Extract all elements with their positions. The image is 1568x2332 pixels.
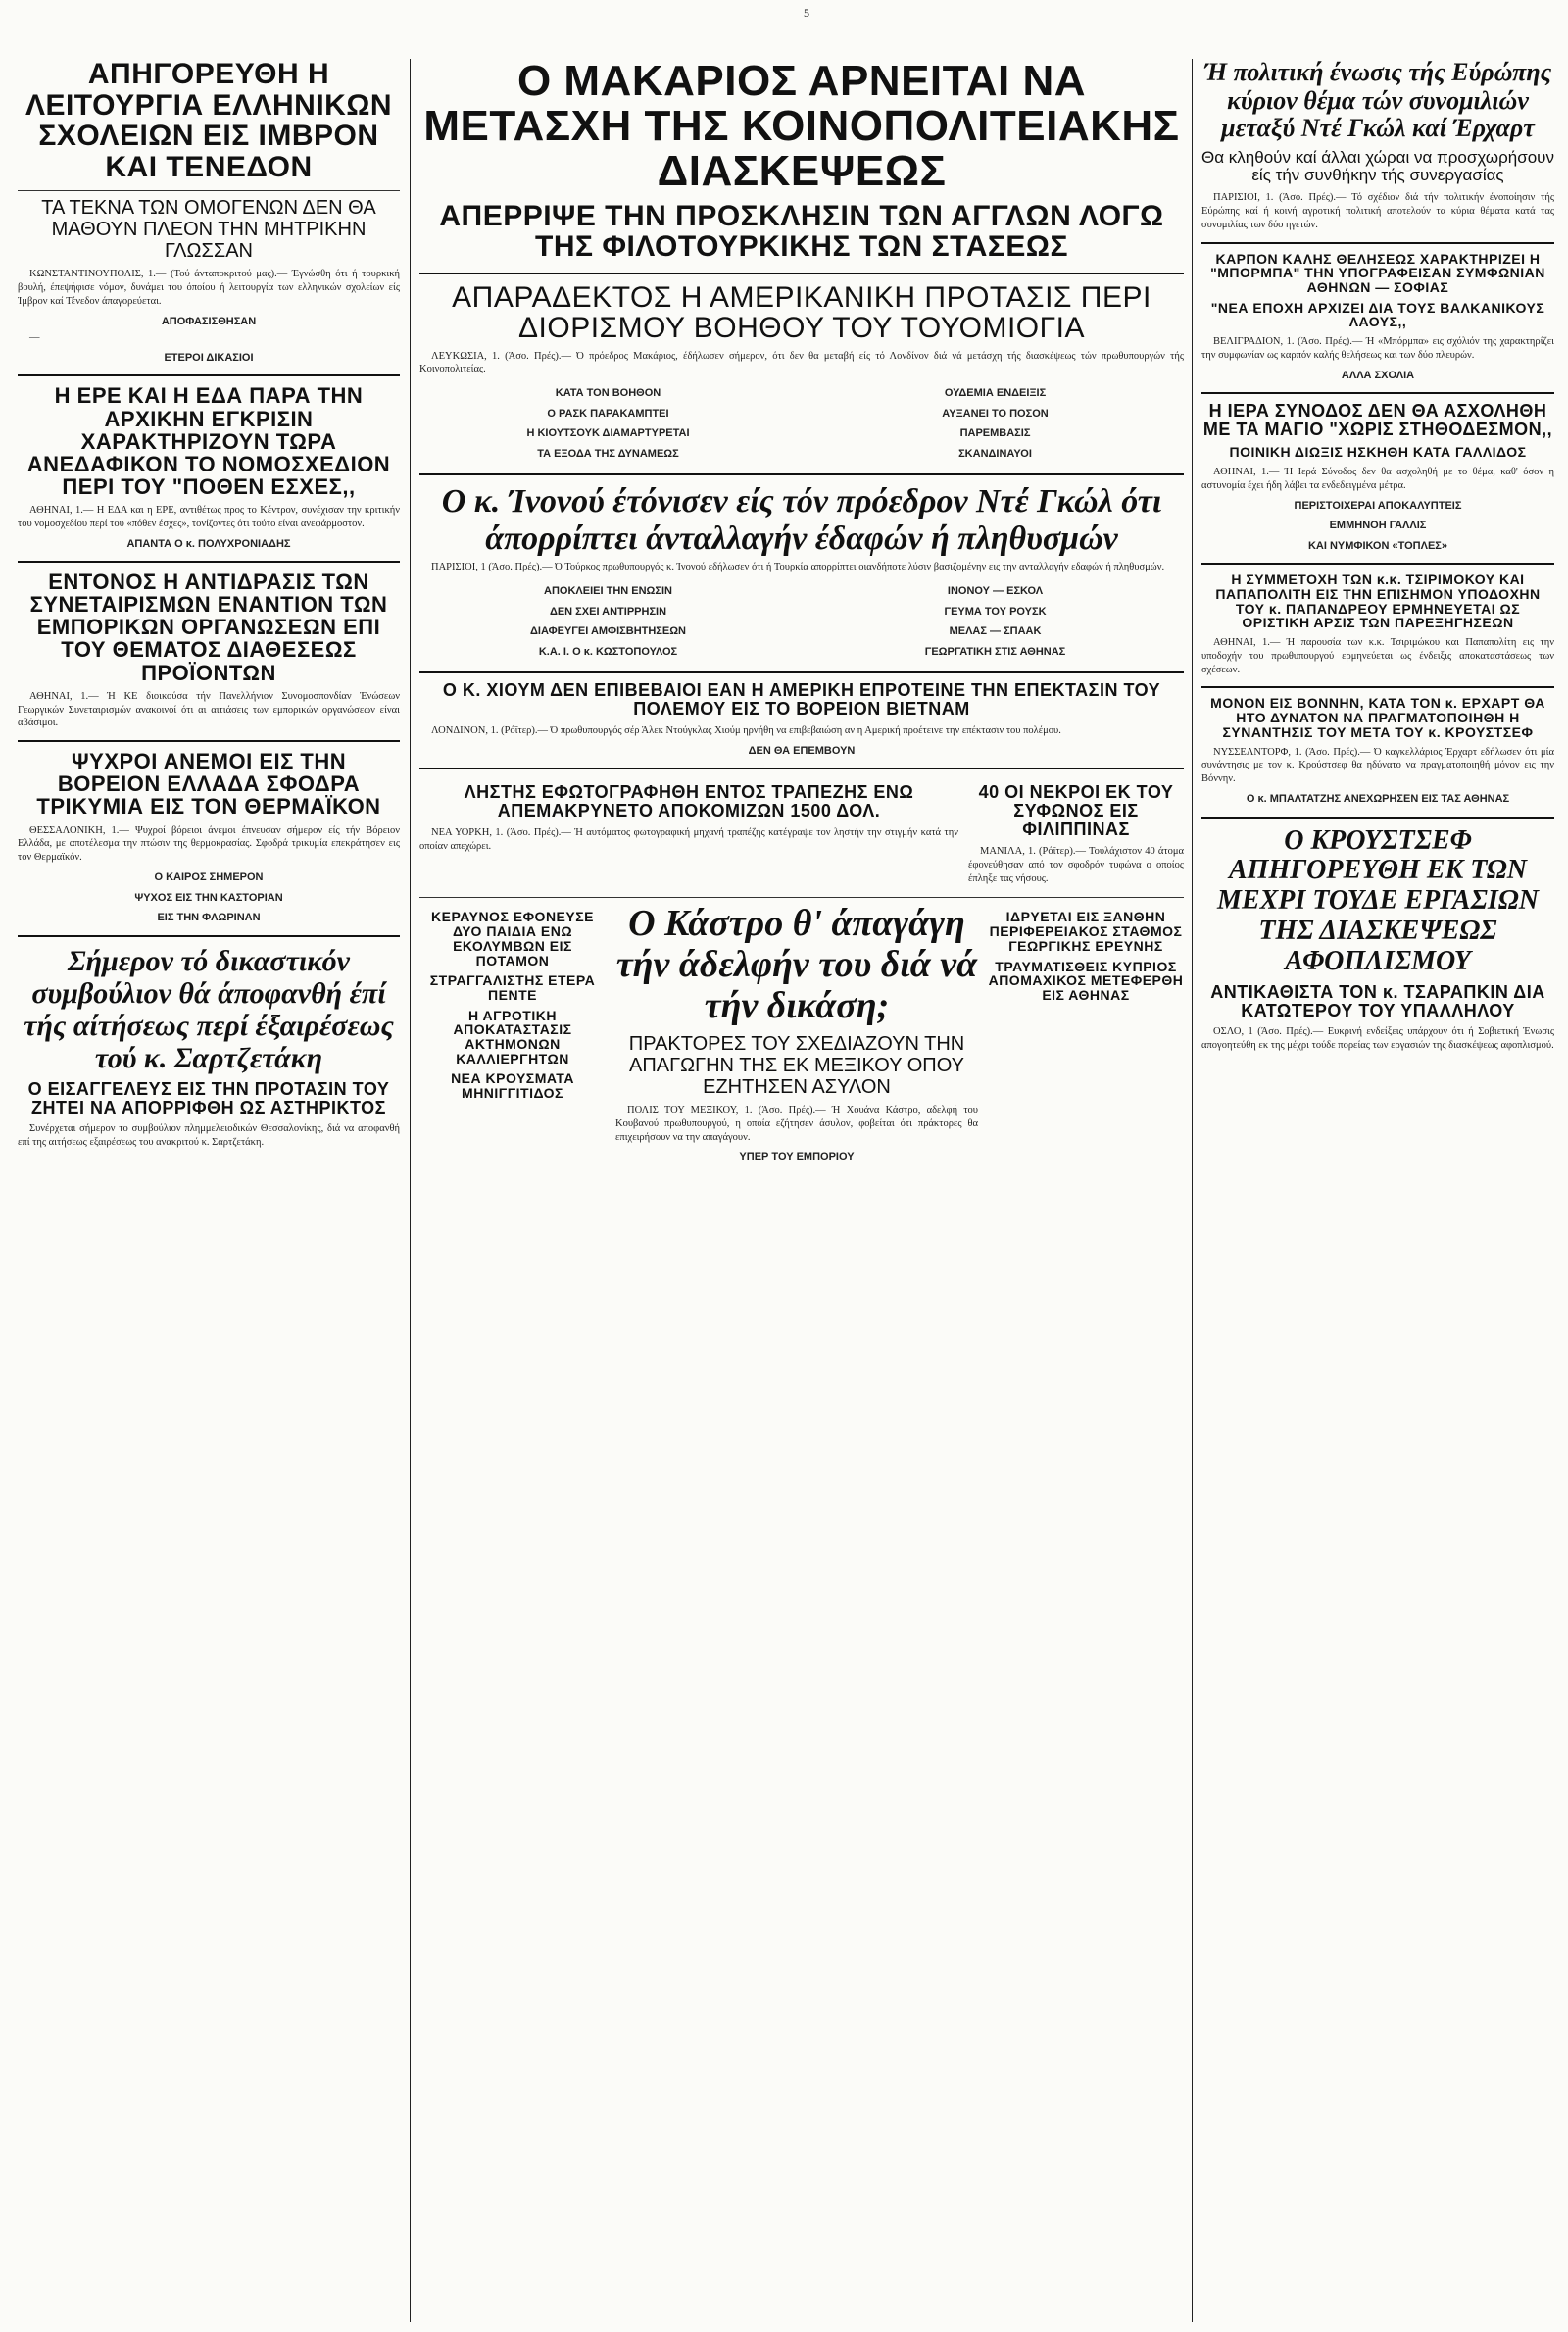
headline-meningitis: ΝΕΑ ΚΡΟΥΣΜΑΤΑ ΜΗΝΙΓΓΙΤΙΔΟΣ (451, 1070, 574, 1102)
article-tsirimokos: ΑΘΗΝΑΙ, 1.— Ή παρουσία των κ.κ. Τσιριμώκου και Παπαπολίτη εις την υποδοχήν του πρωθυπουργού ερμηνεύεται ως ένδειξις αποκαταστάσεως των σχέσεων. (1201, 636, 1554, 675)
headline-agrarian: Η ΑΓΡΟΤΙΚΗ ΑΠΟΚΑΤΑΣΤΑΣΙΣ ΑΚΤΗΜΟΝΩΝ ΚΑΛΛΙΕΡΓΗΤΩΝ (453, 1007, 572, 1067)
headline-american-proposal: ΑΠΑΡΑΔΕΚΤΟΣ Η ΑΜΕΡΙΚΑΝΙΚΗ ΠΡΟΤΑΣΙΣ ΠΕΡΙ ΔΙΟΡΙΣΜΟΥ ΒΟΗΘΟΥ ΤΟΥ ΤΟΥΟΜΙΟΓΙΑ (452, 280, 1152, 345)
headline-lightning: ΚΕΡΑΥΝΟΣ ΕΦΟΝΕΥΣΕ ΔΥΟ ΠΑΙΔΙΑ ΕΝΩ ΕΚΟΛΥΜΒΩΝ ΕΙΣ ΠΟΤΑΜΟΝ (431, 909, 594, 968)
headline-philippines: 40 ΟΙ ΝΕΚΡΟΙ ΕΚ ΤΟΥ ΣΥΦΩΝΟΣ ΕΙΣ ΦΙΛΙΠΠΙΝΑΣ (978, 782, 1174, 839)
article-cooperatives: ΑΘΗΝΑΙ, 1.— Ή ΚΕ διοικούσα τήν Πανελλήνιον Συνομοσπονδίαν Ένώσεων Γεωργικών Συνεταιρισμών ανακοινοί ότι αι αιτιάσεις των εμπορικών οργανώσεων είναι αβάσιμοι. (18, 690, 400, 729)
article-europe-union: ΠΑΡΙΣΙΟΙ, 1. (Άσο. Πρές).— Τό σχέδιον διά τήν πολιτικήν ένοποίησιν τής Εύρώπης καί ή κοινή αγροτική πολιτική αποτελούν τα κύρια θέματα κατά τας συνομιλίας των δύο ηγετών. (1201, 192, 1554, 230)
subhead-sartzetakis: Ο ΕΙΣΑΓΓΕΛΕΥΣ ΕΙΣ ΤΗΝ ΠΡΟΤΑΣΙΝ ΤΟΥ ΖΗΤΕΙ ΝΑ ΑΠΟΡΡΙΦΘΗ ΩΣ ΑΣΤΗΡΙΚΤΟΣ (27, 1078, 390, 1117)
subhead-imbros: ΤΑ ΤΕΚΝΑ ΤΩΝ ΟΜΟΓΕΝΩΝ ΔΕΝ ΘΑ ΜΑΘΟΥΝ ΠΛΕΟΝ ΤΗΝ ΜΗΤΡΙΚΗΝ ΓΛΩΣΣΑΝ (41, 197, 376, 262)
article-american-proposal: ΛΕΥΚΩΣΙΑ, 1. (Άσο. Πρές).— Ό πρόεδρος Μακάριος, έδήλωσεν σήμερον, ότι δεν θα μεταβή είς τό Λονδίνον διά νά μετάσχη τής διασκέψεως τών πρωθυπουργών τής Κοινοπολιτείας. ΚΑΤΑ ΤΟΝ ΒΟΗΘΟΝ Ο ΡΑΣΚ ΠΑΡΑΚΑΜΠΤΕΙ Η ΚΙΟΥΤΣΟΥΚ ΔΙΑΜΑΡΤΥΡΕΤΑΙ ΤΑ ΕΞΟΔΑ ΤΗΣ ΔΥΝΑΜΕΩΣ ΟΥΔΕΜΙΑ ΕΝΔΕΙΞΙΣ ΑΥΞΑΝΕΙ ΤΟ ΠΟΣΟΝ ΠΑΡΕΜΒΑΣΙΣ ΣΚΑΝΔΙΝΑΥΟΙ (419, 350, 1184, 460)
headline-makarios: Ο ΜΑΚΑΡΙΟΣ ΑΡΝΕΙΤΑΙ ΝΑ ΜΕΤΑΣΧΗ ΤΗΣ ΚΟΙΝΟΠΟΛΙΤΕΙΑΚΗΣ ΔΙΑΣΚΕΨΕΩΣ (423, 57, 1180, 196)
subhead-makarios: ΑΠΕΡΡΙΨΕ ΤΗΝ ΠΡΟΣΚΛΗΣΙΝ ΤΩΝ ΑΓΓΛΩΝ ΛΟΓΩ ΤΗΣ ΦΙΛΟΤΟΥΡΚΙΚΗΣ ΤΩΝ ΣΤΑΣΕΩΣ (439, 199, 1164, 264)
headline-strangler: ΣΤΡΑΓΓΑΛΙΣΤΗΣ ΕΤΕΡΑ ΠΕΝΤΕ (429, 972, 596, 1003)
headline-borba: ΚΑΡΠΟΝ ΚΑΛΗΣ ΘΕΛΗΣΕΩΣ ΧΑΡΑΚΤΗΡΙΖΕΙ Η "ΜΠΟΡΜΠΑ" ΤΗΝ ΥΠΟΓΡΑΦΕΙΣΑΝ ΣΥΜΦΩΝΙΑΝ ΑΘΗΝΩΝ — ΣΟΦΙΑΣ (1210, 250, 1545, 296)
article-khrushchev: ΟΣΛΟ, 1 (Άσο. Πρές).— Ευκρινή ενδείξεις υπάρχουν ότι ή Σοβιετική Ένωσις απογοητεύθη εκ της μέχρι τούδε πορείας των εργασιών της διασκέψεως αφοπλισμού. (1201, 1026, 1554, 1052)
page-mark: 5 (804, 6, 809, 20)
headline-europe-union: Ή πολιτική ένωσις τής Εύρώπης κύριον θέμα τών συνομιλιών μεταξύ Ντέ Γκώλ καί Έρχαρτ (1203, 58, 1552, 143)
subhead-europe-union: Θα κληθούν καί άλλαι χώραι να προσχωρήσουν είς τήν συνθήκην τής συνεργασίας (1201, 147, 1554, 185)
headline-cold-winds: ΨΥΧΡΟΙ ΑΝΕΜΟΙ ΕΙΣ ΤΗΝ ΒΟΡΕΙΟΝ ΕΛΛΑΔΑ ΣΦΟΔΡΑ ΤΡΙΚΥΜΙΑ ΕΙΣ ΤΟΝ ΘΕΡΜΑΪΚΟΝ (36, 749, 381, 819)
article-bank-robber: ΝΕΑ ΥΟΡΚΗ, 1. (Άσο. Πρές).— Ή αυτόματος φωτογραφική μηχανή τραπέζης κατέγραψε τον ληστήν την στιγμήν κατά την οποίαν απεχώρει. (419, 826, 958, 852)
article-imbros: ΚΩΝΣΤΑΝΤΙΝΟΥΠΟΛΙΣ, 1.— (Τού άνταποκριτού μας).— Έγνώσθη ότι ή τουρκική βουλή, έπεψήφισε νόμον, δυνάμει του όποίου ή λειτουργία των ελληνικών σχολείων είς Ίμβρον καί Τένεδον άπαγορεύεται. ΑΠΟΦΑΣΙΣΘΗΣΑΝ — ΕΤΕΡΟΙ ΔΙΚΑΣΙΟΙ (18, 269, 400, 364)
headline-cypriot-wounded: ΤΡΑΥΜΑΤΙΣΘΕΙΣ ΚΥΠΡΙΟΣ ΑΠΟΜΑΧΙΚΟΣ ΜΕΤΕΦΕΡΘΗ ΕΙΣ ΑΘΗΝΑΣ (988, 958, 1184, 1003)
headline-castro-sister: Ο Κάστρο θ' άπαγάγη τήν άδελφήν του διά νά τήν δικάση; (615, 903, 978, 1027)
article-borba: ΒΕΛΙΓΡΑΔΙΟΝ, 1. (Άσο. Πρές).— Ή «Μπόρμπα» εις σχόλιόν της χαρακτηρίζει την συμφωνίαν ως καρπόν καλής θελήσεως και των δύο πλευρών. ΑΛΛΑ ΣΧΟΛΙΑ (1201, 336, 1554, 381)
headline-erhard-bonn: ΜΟΝΟΝ ΕΙΣ ΒΟΝΝΗΝ, ΚΑΤΑ ΤΟΝ κ. ΕΡΧΑΡΤ ΘΑ ΗΤΟ ΔΥΝΑΤΟΝ ΝΑ ΠΡΑΓΜΑΤΟΠΟΙΗΘΗ Η ΣΥΝΑΝΤΗΣΙΣ ΤΟΥ ΜΕΤΑ ΤΟΥ κ. ΚΡΟΥΣΤΣΕΦ (1210, 695, 1545, 740)
article-hume: ΛΟΝΔΙΝΟΝ, 1. (Ρόϊτερ).— Ό πρωθυπουργός σέρ Άλεκ Ντούγκλας Χιούμ ηρνήθη να επιβεβαιώση αν η Αμερική προέτεινε την επέκτασιν του πολέμου. ΔΕΝ ΘΑ ΕΠΕΜΒΟΥΝ (431, 724, 1061, 757)
article-inonu: ΠΑΡΙΣΙΟΙ, 1 (Άσο. Πρές).— Ό Τούρκος πρωθυπουργός κ. Ίνονού εδήλωσεν ότι ή Τουρκία απορρίπτει οιανδήποτε λύσιν βασιζομένην εις την ανταλλαγήν εδαφών ή πληθυσμών. ΑΠΟΚΛΕΙΕΙ ΤΗΝ ΕΝΩΣΙΝ ΔΕΝ ΣΧΕΙ ΑΝΤΙΡΡΗΣΙΝ ΔΙΑΦΕΥΓΕΙ ΑΜΦΙΣΒΗΤΗΣΕΩΝ Κ.Α. Ι. Ο κ. ΚΩΣΤΟΠΟΥΛΟΣ ΙΝΟΝΟΥ — ΕΣΚΟΛ ΓΕΥΜΑ ΤΟΥ ΡΟΥΣΚ ΜΕΛΑΣ — ΣΠΑΑΚ ΓΕΩΡΓΑΤΙΚΗ ΣΤΙΣ ΑΘΗΝΑΣ (431, 562, 1165, 658)
headline-pothen-esches: Η ΕΡΕ ΚΑΙ Η ΕΔΑ ΠΑΡΑ ΤΗΝ ΑΡΧΙΚΗΝ ΕΓΚΡΙΣΙΝ ΧΑΡΑΚΤΗΡΙΖΟΥΝ ΤΩΡΑ ΑΝΕΔΑΦΙΚΟΝ ΤΟ ΝΟΜΟΣΧΕΔΙΟΝ ΠΕΡΙ ΤΟΥ "ΠΟΘΕΝ ΕΣΧΕΣ,, (26, 383, 391, 499)
subhead-holy-synod: ΠΟΙΝΙΚΗ ΔΙΩΞΙΣ ΗΣΚΗΘΗ ΚΑΤΑ ΓΑΛΛΙΔΟΣ (1229, 444, 1527, 461)
headline-bank-robber: ΛΗΣΤΗΣ ΕΦΩΤΟΓΡΑΦΗΘΗ ΕΝΤΟΣ ΤΡΑΠΕΖΗΣ ΕΝΩ ΑΠΕΜΑΚΡΥΝΕΤΟ ΑΠΟΚΟΜΙΖΩΝ 1500 ΔΟΛ. (464, 782, 914, 821)
headline-sartzetakis: Σήμερον τό δικαστικόν συμβούλιον θά άποφανθή έπί τής αίτήσεως περί έξαιρέσεως τού κ. Σαρτζετάκη (24, 944, 394, 1074)
article-sartzetakis: Συνέρχεται σήμερον το συμβούλιον πλημμελειοδικών Θεσσαλονίκης, διά να αποφανθή επί της αιτήσεως εξαιρέσεως του ανακριτού κ. Σαρτζετάκη. (18, 1123, 400, 1149)
article-pothen-esches: ΑΘΗΝΑΙ, 1.— Η ΕΔΑ και η ΕΡΕ, αντιθέτως προς το Κέντρον, συνέχισαν την κριτικήν του νομοσχεδίου περί του «πόθεν έσχες», τονίζοντες ότι τούτο είναι ανεφάρμοστον. ΑΠΑΝΤΑ Ο κ. ΠΟΛΥΧΡΟΝΙΑΔΗΣ (18, 504, 400, 550)
article-cold-winds: ΘΕΣΣΑΛΟΝΙΚΗ, 1.— Ψυχροί βόρειοι άνεμοι έπνευσαν σήμερον είς τήν Βόρειον Ελλάδα, με αποτέλεσμα την πτώσιν της θερμοκρασίας. Σφοδρά τρικυμία επεκράτησεν εις τον Θερμαϊκόν. Ο ΚΑΙΡΟΣ ΣΗΜΕΡΟΝ ΨΥΧΟΣ ΕΙΣ ΤΗΝ ΚΑΣΤΟΡΙΑΝ ΕΙΣ ΤΗΝ ΦΛΩΡΙΝΑΝ (18, 824, 400, 924)
headline-xanthi-station: ΙΔΡΥΕΤΑΙ ΕΙΣ ΞΑΝΘΗΝ ΠΕΡΙΦΕΡΕΙΑΚΟΣ ΣΤΑΘΜΟΣ ΓΕΩΡΓΙΚΗΣ ΕΡΕΥΝΗΣ (989, 909, 1183, 954)
subhead-khrushchev: ΑΝΤΙΚΑΘΙΣΤΑ ΤΟΝ κ. ΤΣΑΡΑΠΚΙΝ ΔΙΑ ΚΑΤΩΤΕΡΟΥ ΤΟΥ ΥΠΑΛΛΗΛΟΥ (1210, 981, 1545, 1020)
headline-inonu-degaulle: Ο κ. Ίνονού έτόνισεν είς τόν πρόεδρον Ντέ Γκώλ ότι άπορρίπτει άνταλλαγήν έδαφών ή πληθυσμών (441, 483, 1162, 557)
column-center (419, 0, 1184, 2332)
article-philippines: ΜΑΝΙΛΑ, 1. (Ρόϊτερ).— Τουλάχιστον 40 άτομα έφονεύθησαν από τον σφοδρόν τυφώνα ο οποίος έπληξε τας νήσους. (968, 845, 1184, 884)
subhead-castro-sister: ΠΡΑΚΤΟΡΕΣ ΤΟΥ ΣΧΕΔΙΑΖΟΥΝ ΤΗΝ ΑΠΑΓΩΓΗΝ ΤΗΣ ΕΚ ΜΕΞΙΚΟΥ ΟΠΟΥ ΕΖΗΤΗΣΕΝ ΑΣΥΛΟΝ (628, 1032, 965, 1098)
column-left (18, 0, 400, 2332)
article-castro-sister: ΠΟΛΙΣ ΤΟΥ ΜΕΞΙΚΟΥ, 1. (Άσο. Πρές).— Ή Χουάνα Κάστρο, αδελφή του Κουβανού πρωθυπουργού, η οποία εζήτησεν άσυλον, φοβείται ότι πράκτορες θα επιχειρήσουν να την απαγάγουν. ΥΠΕΡ ΤΟΥ ΕΜΠΟΡΙΟΥ (615, 1104, 978, 1164)
article-erhard-bonn: ΝΥΣΣΕΛΝΤΟΡΦ, 1. (Άσο. Πρές).— Ό καγκελλάριος Έρχαρτ εδήλωσεν ότι μία συνάντησις με τον κ. Κρούστσεφ θα ηδύνατο να πραγματοποιηθή μόνον εις την Βόννην. Ο κ. ΜΠΑΛΤΑΤΖΗΣ ΑΝΕΧΩΡΗΣΕΝ ΕΙΣ ΤΑΣ ΑΘΗΝΑΣ (1201, 746, 1554, 806)
article-holy-synod: ΑΘΗΝΑΙ, 1.— Ή Ιερά Σύνοδος δεν θα ασχοληθή με το θέμα, καθ' όσον η αστυνομία έχει ήδη λάβει τα ενδεδειγμένα μέτρα. ΠΕΡΙΣΤΟΙΧΕΡΑΙ ΑΠΟΚΑΛΥΠΤΕΙΣ ΕΜΜΗΝΟΗ ΓΑΛΛΙΣ ΚΑΙ ΝΥΜΦΙΚΟΝ «ΤΟΠΛΕΣ» (1201, 466, 1554, 552)
column-right (1201, 0, 1554, 2332)
headline-hume-vietnam: Ο Κ. ΧΙΟΥΜ ΔΕΝ ΕΠΙΒΕΒΑΙΟΙ ΕΑΝ Η ΑΜΕΡΙΚΗ ΕΠΡΟΤΕΙΝΕ ΤΗΝ ΕΠΕΚΤΑΣΙΝ ΤΟΥ ΠΟΛΕΜΟΥ ΕΙΣ ΤΟ ΒΟΡΕΙΟΝ ΒΙΕΤΝΑΜ (442, 680, 1161, 719)
headline-cooperatives: ΕΝΤΟΝΟΣ Η ΑΝΤΙΔΡΑΣΙΣ ΤΩΝ ΣΥΝΕΤΑΙΡΙΣΜΩΝ ΕΝΑΝΤΙΟΝ ΤΩΝ ΕΜΠΟΡΙΚΩΝ ΟΡΓΑΝΩΣΕΩΝ ΕΠΙ ΤΟΥ ΘΕΜΑΤΟΣ ΔΙΑΘΕΣΕΩΣ ΠΡΟΪΟΝΤΩΝ (29, 570, 388, 685)
headline-tsirimokos: Η ΣΥΜΜΕΤΟΧΗ ΤΩΝ κ.κ. ΤΣΙΡΙΜΟΚΟΥ ΚΑΙ ΠΑΠΑΠΟΛΙΤΗ ΕΙΣ ΤΗΝ ΕΠΙΣΗΜΟΝ ΥΠΟΔΟΧΗΝ ΤΟΥ κ. ΠΑΠΑΝΔΡΕΟΥ ΕΡΜΗΝΕΥΕΤΑΙ ΩΣ ΟΡΙΣΤΙΚΗ ΑΡΣΙΣ ΤΩΝ ΠΑΡΕΞΗΓΗΣΕΩΝ (1215, 571, 1541, 631)
headline-imbros-schools: ΑΠΗΓΟΡΕΥΘΗ Η ΛΕΙΤΟΥΡΓΙΑ ΕΛΛΗΝΙΚΩΝ ΣΧΟΛΕΙΩΝ ΕΙΣ ΙΜΒΡΟΝ ΚΑΙ ΤΕΝΕΔΟΝ (24, 58, 393, 183)
headline-holy-synod: Η ΙΕΡΑ ΣΥΝΟΔΟΣ ΔΕΝ ΘΑ ΑΣΧΟΛΗΘΗ ΜΕ ΤΑ ΜΑΓΙΟ "ΧΩΡΙΣ ΣΤΗΘΟΔΕΣΜΟΝ,, (1202, 401, 1553, 440)
subhead-borba: "ΝΕΑ ΕΠΟΧΗ ΑΡΧΙΖΕΙ ΔΙΑ ΤΟΥΣ ΒΑΛΚΑΝΙΚΟΥΣ ΛΑΟΥΣ,, (1210, 299, 1545, 330)
headline-khrushchev: Ο ΚΡΟΥΣΤΣΕΦ ΑΠΗΓΟΡΕΥΘΗ ΕΚ ΤΩΝ ΜΕΧΡΙ ΤΟΥΔΕ ΕΡΓΑΣΙΩΝ ΤΗΣ ΔΙΑΣΚΕΨΕΩΣ ΑΦΟΠΛΙΣΜΟΥ (1217, 824, 1539, 976)
